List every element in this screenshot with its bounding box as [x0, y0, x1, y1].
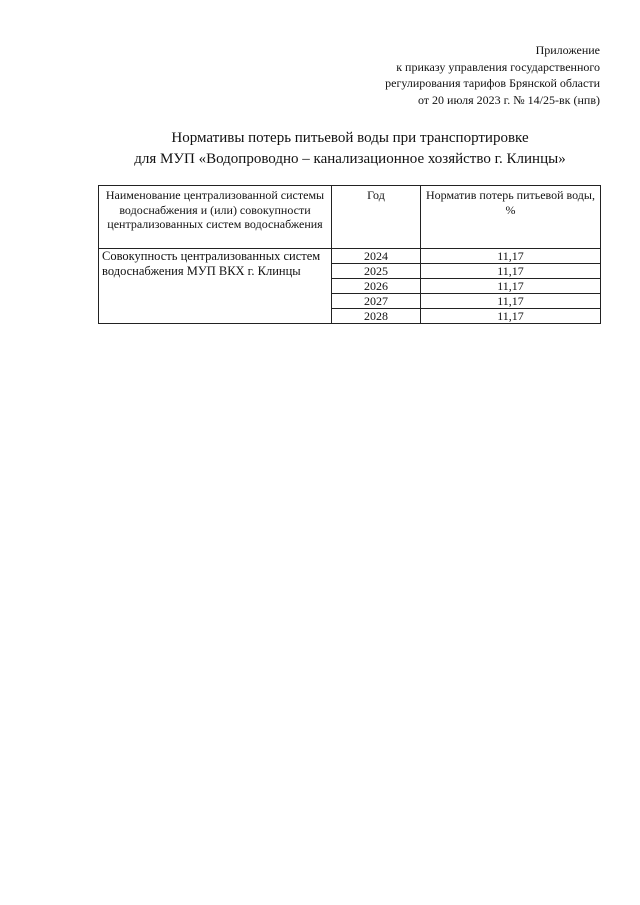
value-cell: 11,17: [421, 264, 601, 279]
title-line: Нормативы потерь питьевой воды при транспортировке: [171, 130, 529, 146]
value-cell: 11,17: [421, 294, 601, 309]
annex-line: к приказу управления государственного: [396, 59, 600, 74]
title-line: для МУП «Водопроводно – канализационное хозяйство г. Клинцы»: [134, 151, 566, 167]
annex-line: регулирования тарифов Брянской области: [385, 76, 600, 90]
system-name-cell: Совокупность централизованных систем водоснабжения МУП ВКХ г. Клинцы: [99, 249, 332, 324]
norms-table: [98, 185, 601, 324]
year-cell: 2027: [332, 294, 421, 309]
annex-header: [385, 42, 600, 108]
document-title: [60, 128, 640, 170]
header-system: Наименование централизованной системы водоснабжения и (или) совокупности централизованных систем водоснабжения: [99, 186, 332, 249]
year-cell: 2024: [332, 249, 421, 264]
table-row: [99, 249, 601, 264]
year-cell: 2028: [332, 309, 421, 324]
value-cell: 11,17: [421, 249, 601, 264]
year-cell: 2025: [332, 264, 421, 279]
annex-line: Приложение: [535, 43, 600, 57]
value-cell: 11,17: [421, 309, 601, 324]
header-year: Год: [332, 186, 421, 249]
header-norm: Норматив потерь питьевой воды, %: [421, 186, 601, 249]
value-cell: 11,17: [421, 279, 601, 294]
year-cell: 2026: [332, 279, 421, 294]
table-header-row: [99, 186, 601, 249]
annex-line: от 20 июля 2023 г. № 14/25-вк (нпв): [417, 92, 600, 107]
